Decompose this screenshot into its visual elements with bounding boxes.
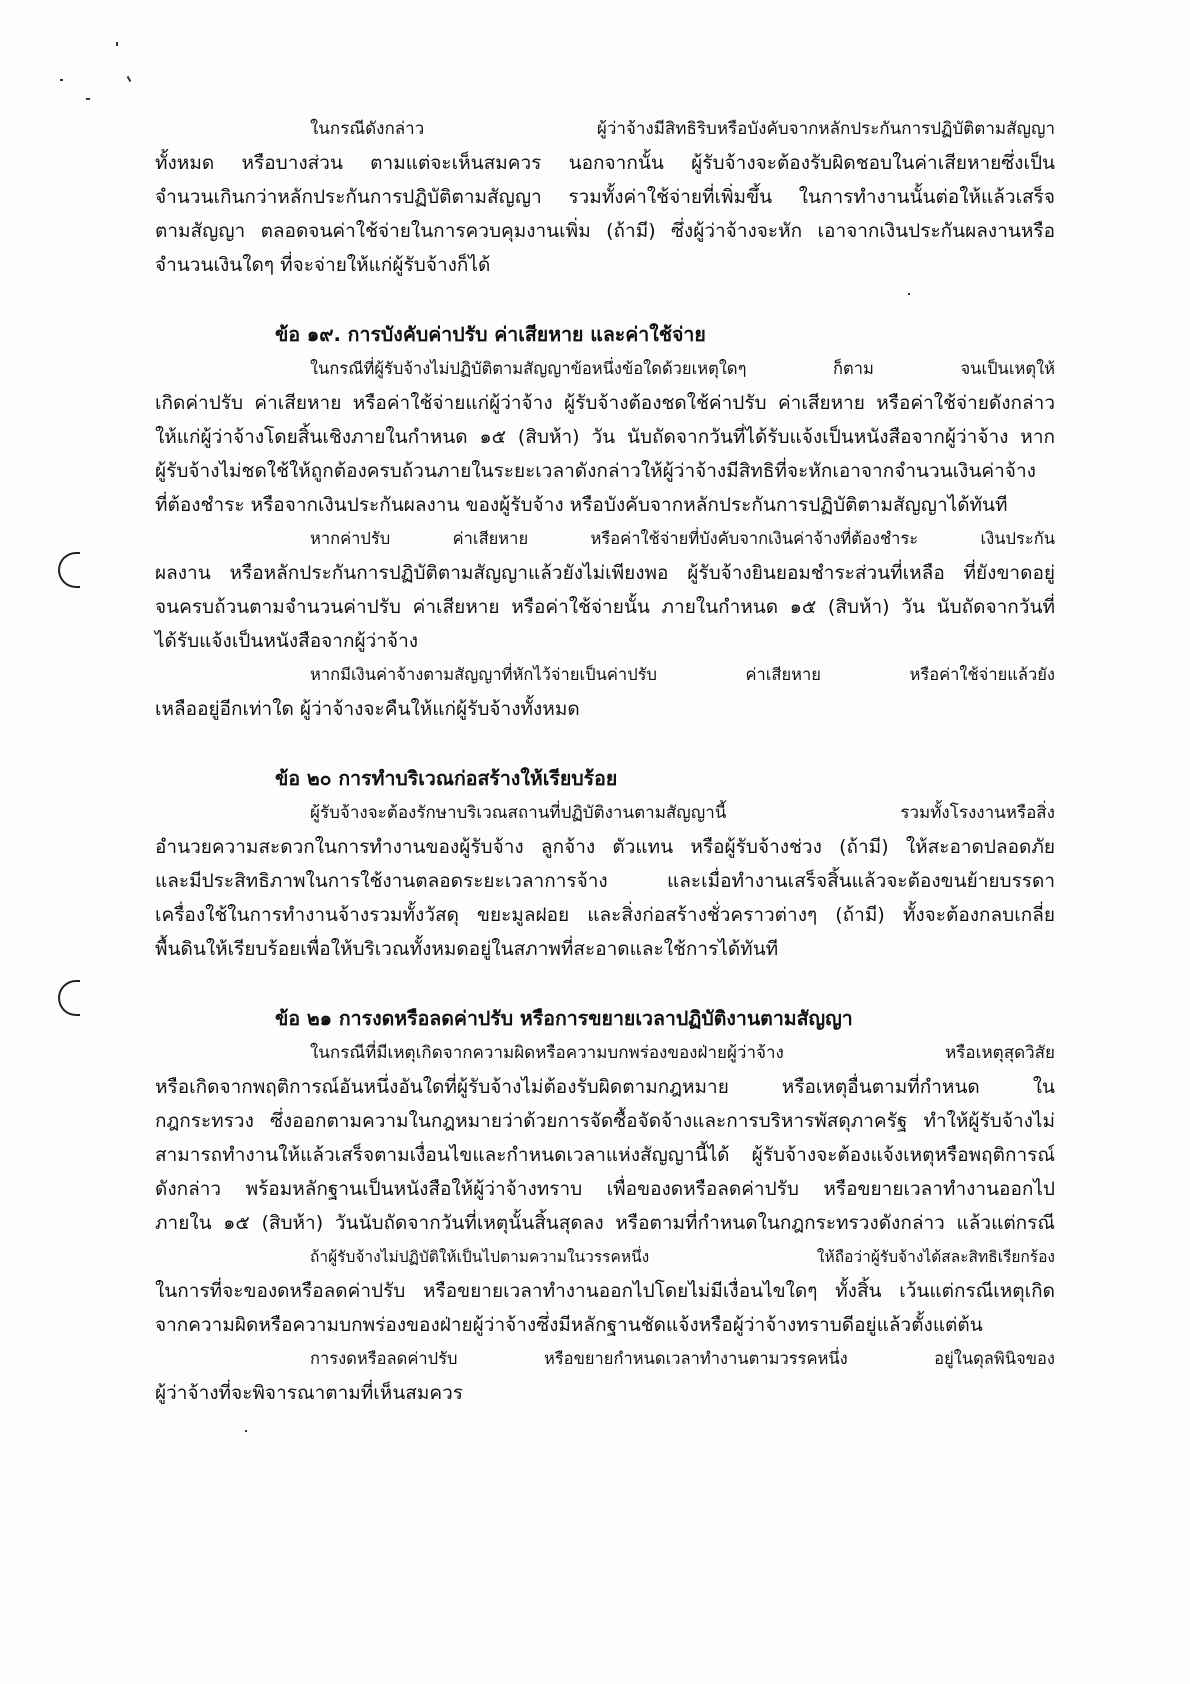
text-line: ภายใน ๑๕ (สิบห้า) วันนับถัดจากวันที่เหตุนั้นสิ้นสุดลง หรือตามที่กำหนดในกฎกระทรวงดังกล่าว แล้วแต่กรณี — [155, 1212, 1055, 1234]
text-line: จนครบถ้วนตามจำนวนค่าปรับ ค่าเสียหาย หรือค่าใช้จ่ายนั้น ภายในกำหนด ๑๕ (สิบห้า) วัน นับถัดจากวันที่ — [155, 596, 1055, 618]
text-line: เกิดค่าปรับ ค่าเสียหาย หรือค่าใช้จ่ายแก่ผู้ว่าจ้าง ผู้รับจ้างต้องชดใช้ค่าปรับ ค่าเสียหาย หรือค่าใช้จ่ายดังกล่าว — [155, 392, 1055, 414]
text-line: จำนวนเกินกว่าหลักประกันการปฏิบัติตามสัญญา รวมทั้งค่าใช้จ่ายที่เพิ่มขึ้น ในการทำงานนั้นต่อให้แล้วเสร็จ — [155, 186, 1055, 208]
text-line: จำนวนเงินใดๆ ที่จะจ่ายให้แก่ผู้รับจ้างก็ได้ — [155, 254, 491, 276]
section-gap — [155, 282, 1055, 318]
punch-hole-mark — [58, 552, 80, 588]
text-line: ที่ต้องชำระ หรือจากเงินประกันผลงาน ของผู้รับจ้าง หรือบังคับจากหลักประกันการปฏิบัติตามสัญญาได้ทันที — [155, 494, 1008, 516]
scan-speck — [60, 79, 63, 81]
section-gap — [155, 726, 1055, 762]
scan-speck — [86, 98, 90, 100]
text-line: ตามสัญญา ตลอดจนค่าใช้จ่ายในการควบคุมงานเพิ่ม (ถ้ามี) ซึ่งผู้ว่าจ้างจะหัก เอาจากเงินประกันผลงานหรือ — [155, 220, 1055, 242]
paragraph-penalty-continuation — [155, 112, 1055, 282]
text-line: ในกรณีที่ผู้รับจ้างไม่ปฏิบัติตามสัญญาข้อหนึ่งข้อใดด้วยเหตุใดๆ ก็ตาม จนเป็นเหตุให้ — [310, 359, 1055, 378]
text-line: ให้แก่ผู้ว่าจ้างโดยสิ้นเชิงภายในกำหนด ๑๕ (สิบห้า) วัน นับถัดจากวันที่ได้รับแจ้งเป็นหนังสือจากผู้ว่าจ้าง หาก — [155, 426, 1055, 448]
clause-20-paragraph — [155, 796, 1055, 966]
clause-19-heading: ข้อ ๑๙. การบังคับค่าปรับ ค่าเสียหาย และค่าใช้จ่าย — [275, 323, 706, 346]
text-line: พื้นดินให้เรียบร้อยเพื่อให้บริเวณทั้งหมดอยู่ในสภาพที่สะอาดและใช้การได้ทันที — [155, 938, 779, 960]
text-line: กฎกระทรวง ซึ่งออกตามความในกฎหมายว่าด้วยการจัดซื้อจัดจ้างและการบริหารพัสดุภาครัฐ ทำให้ผู้รับจ้างไม่ — [155, 1110, 1055, 1132]
text-line: ได้รับแจ้งเป็นหนังสือจากผู้ว่าจ้าง — [155, 630, 419, 652]
text-line: ในกรณีที่มีเหตุเกิดจากความผิดหรือความบกพร่องของฝ่ายผู้ว่าจ้าง หรือเหตุสุดวิสัย — [310, 1043, 1055, 1063]
text-line: หากมีเงินค่าจ้างตามสัญญาที่หักไว้จ่ายเป็นค่าปรับ ค่าเสียหาย หรือค่าใช้จ่ายแล้วยัง — [310, 665, 1055, 684]
text-line: ถ้าผู้รับจ้างไม่ปฏิบัติให้เป็นไปตามความในวรรคหนึ่ง ให้ถือว่าผู้รับจ้างได้สละสิทธิเรียกร้อง — [310, 1248, 1055, 1266]
text-line: และมีประสิทธิภาพในการใช้งานตลอดระยะเวลาการจ้าง และเมื่อทำงานเสร็จสิ้นแล้วจะต้องขนย้ายบรรดา — [155, 870, 1055, 892]
text-line: ผู้รับจ้างไม่ชดใช้ให้ถูกต้องครบถ้วนภายในระยะเวลาดังกล่าวให้ผู้ว่าจ้างมีสิทธิที่จะหักเอาจากจำนวนเงินค่าจ้าง — [155, 460, 1036, 482]
text-line: ในการที่จะของดหรือลดค่าปรับ หรือขยายเวลาทำงานออกไปโดยไม่มีเงื่อนไขใดๆ ทั้งสิ้น เว้นแต่กรณีเหตุเกิด — [155, 1280, 1055, 1302]
text-line: หรือเกิดจากพฤติการณ์อันหนึ่งอันใดที่ผู้รับจ้างไม่ต้องรับผิดตามกฎหมาย หรือเหตุอื่นตามที่กำหนด ใน — [155, 1076, 1055, 1098]
text-line: หากค่าปรับ ค่าเสียหาย หรือค่าใช้จ่ายที่บังคับจากเงินค่าจ้างที่ต้องชำระ เงินประกัน — [310, 529, 1055, 548]
clause-19-paragraph-3 — [155, 658, 1055, 726]
clause-21-heading: ข้อ ๒๑ การงดหรือลดค่าปรับ หรือการขยายเวลาปฏิบัติงานตามสัญญา — [275, 1007, 853, 1030]
text-line: ดังกล่าว พร้อมหลักฐานเป็นหนังสือให้ผู้ว่าจ้างทราบ เพื่อของดหรือลดค่าปรับ หรือขยายเวลาทำงานออกไป — [155, 1178, 1055, 1200]
text-line: ผู้รับจ้างจะต้องรักษาบริเวณสถานที่ปฏิบัติงานตามสัญญานี้ รวมทั้งโรงงานหรือสิ่ง — [310, 803, 1055, 823]
clause-20-heading: ข้อ ๒๐ การทำบริเวณก่อสร้างให้เรียบร้อย — [275, 767, 618, 790]
text-line: ผู้ว่าจ้างที่จะพิจารณาตามที่เห็นสมควร — [155, 1382, 464, 1404]
scan-speck — [116, 42, 118, 46]
section-gap — [155, 966, 1055, 1002]
text-line: ผลงาน หรือหลักประกันการปฏิบัติตามสัญญาแล้วยังไม่เพียงพอ ผู้รับจ้างยินยอมชำระส่วนที่เหลือ ที่ยังขาดอยู่ — [155, 562, 1055, 584]
punch-hole-mark — [58, 980, 80, 1016]
text-line: สามารถทำงานให้แล้วเสร็จตามเงื่อนไขและกำหนดเวลาแห่งสัญญานี้ได้ ผู้รับจ้างจะต้องแจ้งเหตุหรือพฤติการณ์ — [155, 1144, 1055, 1166]
text-line: ในกรณีดังกล่าว ผู้ว่าจ้างมีสิทธิริบหรือบังคับจากหลักประกันการปฏิบัติตามสัญญา — [310, 119, 1055, 139]
clause-21-paragraph-2 — [155, 1240, 1055, 1342]
text-line: ทั้งหมด หรือบางส่วน ตามแต่จะเห็นสมควร นอกจากนั้น ผู้รับจ้างจะต้องรับผิดชอบในค่าเสียหายซึ่งเป็น — [155, 152, 1055, 174]
text-line: เครื่องใช้ในการทำงานจ้างรวมทั้งวัสดุ ขยะมูลฝอย และสิ่งก่อสร้างชั่วคราวต่างๆ (ถ้ามี) ทั้งจะต้องกลบเกลี่ย — [155, 904, 1055, 926]
text-line: เหลืออยู่อีกเท่าใด ผู้ว่าจ้างจะคืนให้แก่ผู้รับจ้างทั้งหมด — [155, 698, 580, 720]
clause-21-paragraph-1 — [155, 1036, 1055, 1240]
clause-19-paragraph-2 — [155, 522, 1055, 658]
clause-19-paragraph-1 — [155, 352, 1055, 522]
text-line: จากความผิดหรือความบกพร่องของฝ่ายผู้ว่าจ้างซึ่งมีหลักฐานชัดแจ้งหรือผู้ว่าจ้างทราบดีอยู่แล้วตั้งแต่ต้น — [155, 1314, 983, 1336]
text-line: การงดหรือลดค่าปรับ หรือขยายกำหนดเวลาทำงานตามวรรคหนึ่ง อยู่ในดุลพินิจของ — [310, 1349, 1055, 1368]
scan-speck — [127, 76, 132, 82]
clause-21-paragraph-3 — [155, 1342, 1055, 1410]
scan-speck — [245, 1430, 247, 1432]
text-line: อำนวยความสะดวกในการทำงานของผู้รับจ้าง ลูกจ้าง ตัวแทน หรือผู้รับจ้างช่วง (ถ้ามี) ให้สะอาดปลอดภัย — [155, 836, 1055, 858]
document-body — [155, 112, 1055, 1410]
